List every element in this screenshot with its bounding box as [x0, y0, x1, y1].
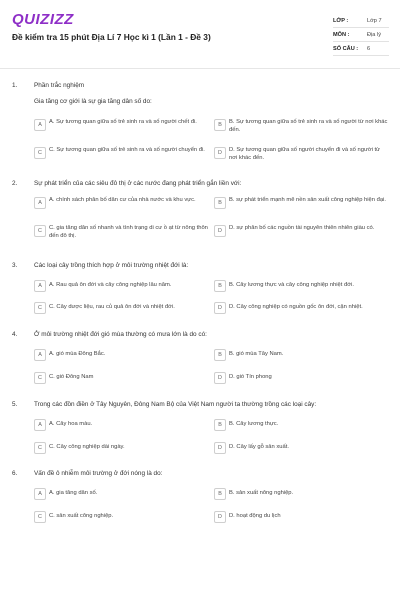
- question-subtext: Gia tăng cơ giới là sự gia tăng dân số do:: [34, 98, 152, 105]
- option-badge: B: [214, 349, 226, 361]
- question-number: 3.: [12, 262, 18, 269]
- option-text: D. hoạt động du lịch: [229, 513, 281, 519]
- worksheet-header: [0, 0, 400, 62]
- option-badge: C: [34, 302, 46, 314]
- option-badge: A: [34, 197, 46, 209]
- question-text: Các loại cây trồng thích hợp ở môi trường nhiệt đới là:: [34, 262, 189, 269]
- option-text: D. gió Tín phong: [229, 374, 272, 380]
- question-number: 5.: [12, 401, 18, 408]
- question-5: [0, 401, 400, 461]
- question-text: Sự phát triển của các siêu đô thị ở các nước đang phát triển gắn liền với:: [34, 180, 242, 187]
- option-badge: A: [34, 419, 46, 431]
- option-text: B. Cây lương thực.: [229, 421, 279, 427]
- question-4: [0, 331, 400, 391]
- option-text: A. chính sách phân bố dân cư của nhà nước và khu vực.: [49, 197, 196, 203]
- page-title: Đề kiểm tra 15 phút Địa Lí 7 Học kì 1 (Lần 1 - Đề 3): [12, 32, 211, 42]
- option-text: D. Cây công nghiệp có nguồn gốc ôn đới, cận nhiệt.: [229, 304, 363, 310]
- option-text: C. Sự tương quan giữa số trẻ sinh ra và số người chuyển đi.: [49, 147, 205, 153]
- meta-class-value: Lớp 7: [367, 18, 382, 24]
- option-badge: D: [214, 372, 226, 384]
- option-badge: B: [214, 488, 226, 500]
- question-number: 2.: [12, 180, 18, 187]
- option-badge: C: [34, 147, 46, 159]
- option-badge: A: [34, 488, 46, 500]
- option-badge: D: [214, 302, 226, 314]
- option-text: D. Sự tương quan giữa số người chuyển đi và số người từ nơi khác đến.: [229, 147, 381, 161]
- option-badge: D: [214, 225, 226, 237]
- option-badge: C: [34, 225, 46, 237]
- option-text: B. Cây lương thực và cây công nghiệp nhiệt đới.: [229, 282, 354, 288]
- question-text: Phần trắc nghiệm: [34, 82, 85, 89]
- question-number: 6.: [12, 470, 18, 477]
- option-text: B. Sự tương quan giữa số trẻ sinh ra và số người từ nơi khác đến.: [229, 119, 388, 133]
- option-text: A. Sự tương quan giữa số trẻ sinh ra và số người chết đi.: [49, 119, 197, 125]
- option-badge: C: [34, 442, 46, 454]
- option-text: A. Rau quả ôn đới và cây công nghiệp lâu năm.: [49, 282, 172, 288]
- question-1: [0, 82, 400, 172]
- option-text: C. gia tăng dân số nhanh và tình trạng di cư ồ ạt từ nông thôn đến đô thị.: [49, 225, 208, 239]
- option-text: C. sản xuất công nghiệp.: [49, 513, 114, 519]
- option-text: A. gia tăng dân số.: [49, 490, 98, 496]
- meta-subject-label: MÔN :: [333, 32, 350, 38]
- option-badge: C: [34, 511, 46, 523]
- meta-class-label: LỚP :: [333, 18, 349, 24]
- option-text: B. gió mùa Tây Nam.: [229, 351, 284, 357]
- meta-count-label: SỐ CÂU :: [333, 46, 359, 52]
- option-badge: B: [214, 119, 226, 131]
- option-badge: A: [34, 119, 46, 131]
- question-2: [0, 180, 400, 250]
- meta-subject-value: Địa lý: [367, 32, 381, 38]
- question-number: 4.: [12, 331, 18, 338]
- option-badge: B: [214, 419, 226, 431]
- question-number: 1.: [12, 82, 18, 89]
- option-text: A. gió mùa Đông Bắc.: [49, 351, 106, 357]
- option-badge: B: [214, 280, 226, 292]
- meta-count-value: 6: [367, 46, 371, 52]
- option-text: A. Cây hoa màu.: [49, 421, 93, 427]
- question-3: [0, 262, 400, 322]
- option-text: D. Cây lấy gỗ sản xuất.: [229, 444, 289, 450]
- option-text: D. sự phân bố các nguồn tài nguyên thiên nhiên giàu có.: [229, 225, 375, 231]
- question-text: Vấn đề ô nhiễm môi trường ở đới nóng là do:: [34, 470, 163, 477]
- option-badge: A: [34, 280, 46, 292]
- option-text: C. Cây dược liệu, rau củ quả ôn đới và nhiệt đới.: [49, 304, 175, 310]
- option-badge: B: [214, 197, 226, 209]
- option-text: B. sản xuất nông nghiệp.: [229, 490, 294, 496]
- option-badge: C: [34, 372, 46, 384]
- option-text: C. gió Đông Nam: [49, 374, 94, 380]
- question-6: [0, 470, 400, 530]
- question-text: Trong các đồn điền ở Tây Nguyên, Đông Nam Bộ của Việt Nam người ta thường trồng các loại cây:: [34, 401, 317, 408]
- option-badge: A: [34, 349, 46, 361]
- meta-divider: [333, 27, 389, 28]
- meta-divider: [333, 55, 389, 56]
- quizizz-logo: QUIZIZZ: [12, 11, 74, 28]
- option-badge: D: [214, 511, 226, 523]
- meta-divider: [333, 41, 389, 42]
- header-divider: [0, 68, 400, 69]
- question-text: Ở môi trường nhiệt đới gió mùa thường có mưa lớn là do có:: [34, 331, 207, 338]
- option-badge: D: [214, 147, 226, 159]
- option-text: C. Cây công nghiệp dài ngày.: [49, 444, 125, 450]
- option-text: B. sự phát triển mạnh mẽ nền sản xuất công nghiệp hiện đại.: [229, 197, 386, 203]
- option-badge: D: [214, 442, 226, 454]
